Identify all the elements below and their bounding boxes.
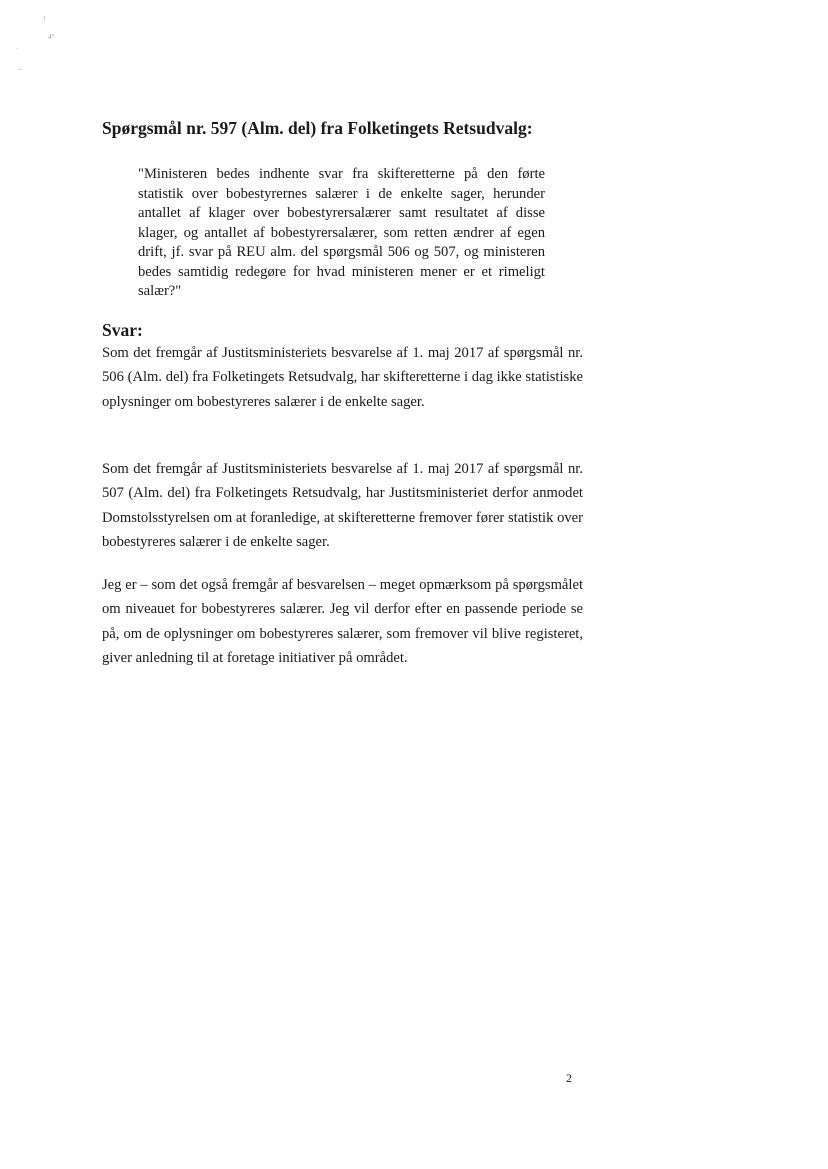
page-number: 2 (566, 1071, 572, 1085)
scan-artifact: · (16, 45, 19, 53)
question-heading: Spørgsmål nr. 597 (Alm. del) fra Folketingets Retsudvalg: (102, 118, 533, 138)
scan-artifact: ! (43, 15, 46, 23)
question-quote: "Ministeren bedes indhente svar fra skifteretterne på den førte statistik over bobestyrernes salærer i de enkelte sager, herunder antallet af klager over bobestyrersalærer samt resultatet af disse klager, og antallet af bobestyrersalærer, som retten ændrer af egen drift, jf. svar på REU alm. del spørgsmål 506 og 507, og ministeren bedes samtidig redegøre for hvad ministeren mener er et rimeligt salær?" (138, 166, 545, 299)
answer-paragraph-2: Som det fremgår af Justitsministeriets besvarelse af 1. maj 2017 af spørgsmål nr. 507 (Alm. del) fra Folketingets Retsudvalg, har Justitsministeriet derfor anmodet Domstolsstyrelsen om at foranledige, at skifteretterne fremover fører statistik over bobestyreres salærer i de enkelte sager. (102, 461, 583, 550)
scan-artifact: 4° (48, 33, 55, 41)
answer-heading: Svar: (102, 320, 143, 340)
scan-artifact: ~ (18, 66, 22, 74)
answer-paragraph-3: Jeg er – som det også fremgår af besvarelsen – meget opmærksom på spørgsmålet om niveauet for bobestyreres salærer. Jeg vil derfor efter en passende periode se på, om de oplysninger om bobestyreres salærer, som fremover vil blive registeret, giver anledning til at foretage initiativer på området. (102, 577, 583, 666)
answer-paragraph-1: Som det fremgår af Justitsministeriets besvarelse af 1. maj 2017 af spørgsmål nr. 506 (Alm. del) fra Folketingets Retsudvalg, har skifteretterne i dag ikke statistiske oplysninger om bobestyreres salærer i de enkelte sager. (102, 345, 583, 410)
